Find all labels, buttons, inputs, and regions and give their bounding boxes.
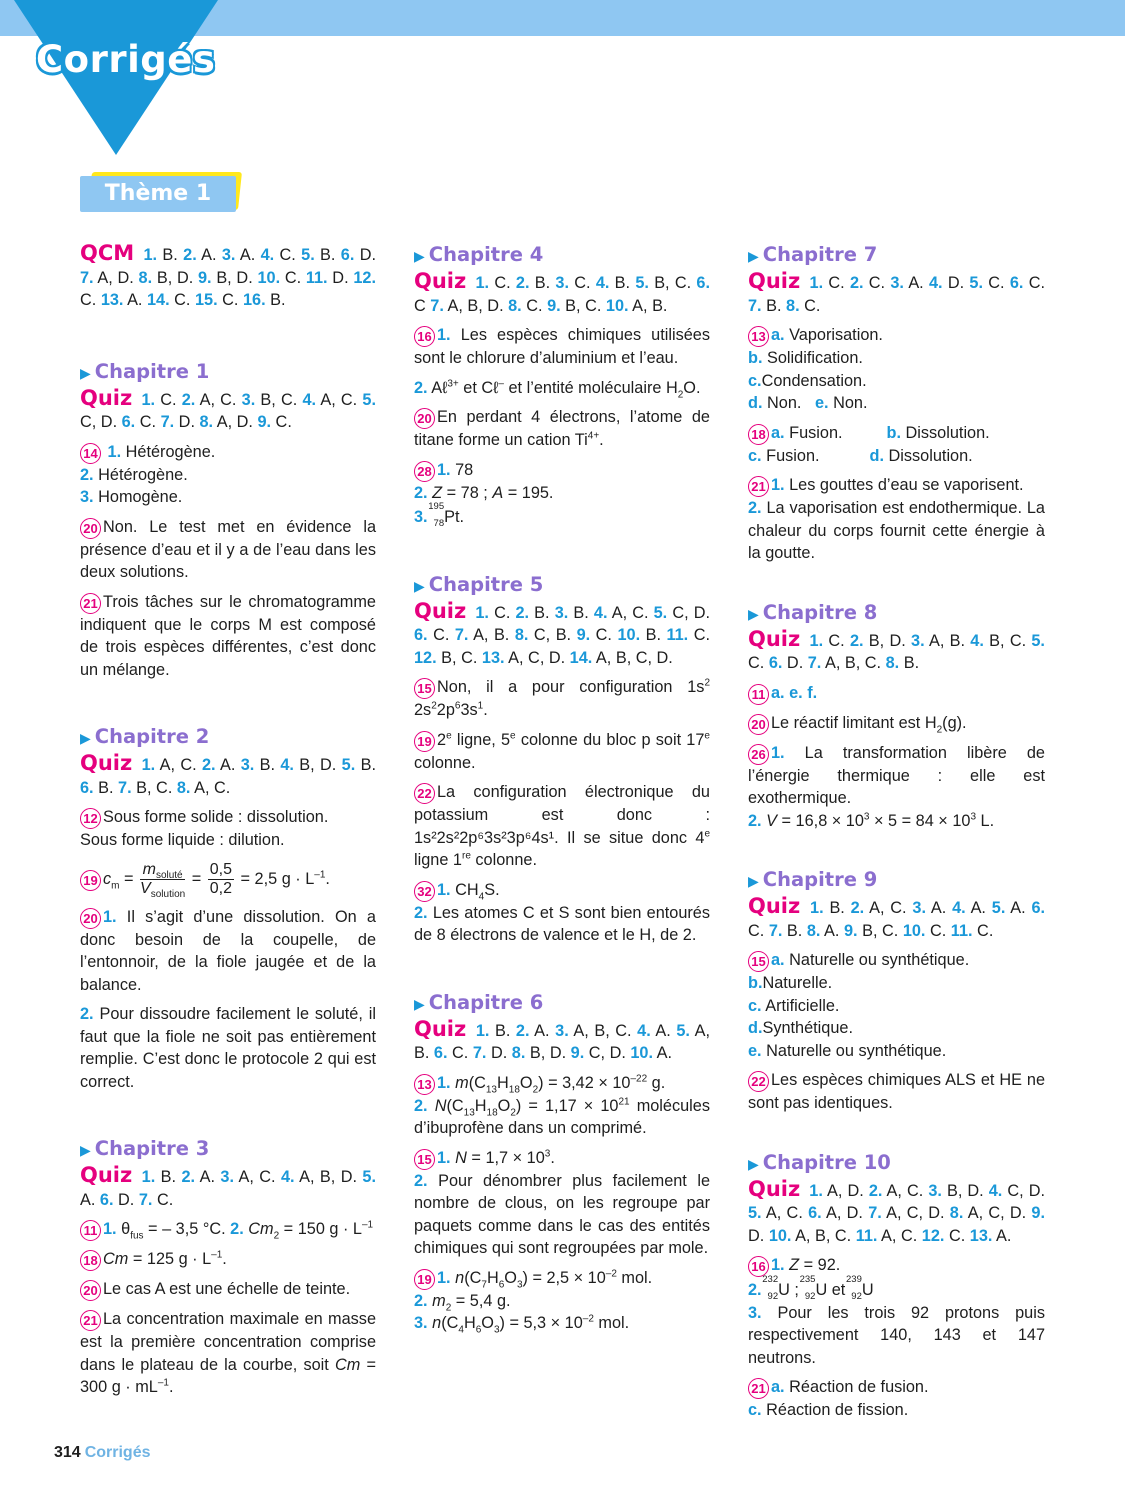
ch10-quiz: Quiz 1. A, D. 2. A, C. 3. B, D. 4. C, D. 5. A, C. 6. A, D. 7. A, C, D. 8. A, C, D. 9. D. 10. A, B, C. 11. A, C. 12. C. 13. A. xyxy=(748,1176,1045,1245)
ch1-ex21: 21 Trois tâches sur le chromatogramme indiquent que le corps M est composé de trois espèces différentes, c’est donc un mélange. xyxy=(80,592,376,679)
chapter-6-heading: ▶ Chapitre 6 xyxy=(414,990,544,1014)
ch7-quiz: Quiz 1. C. 2. C. 3. A. 4. D. 5. C. 6. C. 7. B. 8. C. xyxy=(748,269,1045,315)
ch8-quiz: Quiz 1. C. 2. B, D. 3. A, B. 4. B, C. 5. C. 6. D. 7. A, B, C. 8. B. xyxy=(748,626,1045,672)
chapter-5-heading: ▶ Chapitre 5 xyxy=(414,572,544,596)
ch3-ex11: 11 1. $\theta_{fus}$ = – 3,5 °C. 2. $Cm_2 = 150$ $g \cdot L^{-1}$ xyxy=(80,1218,376,1241)
ch9-ex15: 15 a. Naturelle ou synthétique. b.Naturelle. c. Artificielle. d.Synthétique. e. Naturelle ou synthétique. xyxy=(748,951,970,1060)
ch5-quiz: Quiz 1. C. 2. B. 3. B. 4. A, C. 5. C, D. 6. C. 7. A, B. 8. C, B. 9. C. 10. B. 11. C. 12. B, C. 13. A, C, D. 14. A, B, C, D. xyxy=(414,598,710,667)
theme-label xyxy=(80,176,238,212)
qcm-label: QCM xyxy=(80,241,135,265)
column-2 xyxy=(414,242,710,1342)
theme-text: Thème 1 xyxy=(80,176,236,212)
ch5-ex15: 15 Non, il a pour configuration $1s^2$ $2s^22p^63s^1$. xyxy=(414,677,710,719)
ch8-ex11: 11 a. e. f. xyxy=(748,682,1045,705)
ch3-ex21: 21 La concentration maximale en masse est la première concentration comprise dans le plateau de la courbe, soit Cm = 300 $g \cdot mL^{-1}$. xyxy=(80,1310,376,1396)
chapter-7-heading: ▶ Chapitre 7 xyxy=(748,243,878,266)
ch7-ex13: 13 a. Vaporisation. b. Solidification. c.Condensation. d. Non. e. Non. xyxy=(748,326,883,412)
ch7-ex21: 21 1. Les gouttes d’eau se vaporisent. 2. La vaporisation est endothermique. La chaleur du corps fournit cette énergie à la goutte. xyxy=(748,476,1045,562)
chapter-8-heading: ▶ Chapitre 8 xyxy=(748,600,878,624)
ch1-quiz: Quiz 1. C. 2. A, C. 3. B, C. 4. A, C. 5. C, D. 6. C. 7. D. 8. A, D. 9. C. xyxy=(80,385,376,431)
ch6-quiz: Quiz 1. B. 2. A. 3. A, B, C. 4. A. 5. A, B. 6. C. 7. D. 8. B, D. 9. C, D. 10. A. xyxy=(414,1016,711,1062)
ch3-quiz: Quiz 1. B. 2. A. 3. A, C. 4. A, B, D. 5. A. 6. D. 7. C. xyxy=(80,1163,376,1209)
ch6-ex19: 19 1. $n(C_7H_6O_3) = 2,5 \times 10^{-2}$ mol. 2. $m_2 = 5,4$ g. 3. $n(C_4H_6O_3) = 5,3 \times 10^{-2}$ mol. xyxy=(414,1268,653,1336)
chapter-9-heading: ▶ Chapitre 9 xyxy=(748,868,878,891)
ch5-ex32: 32 1. $CH_4S$. 2. Les atomes C et S sont bien entourés de 8 électrons de valence et le H, de 2. xyxy=(414,880,711,944)
exercise-14-icon: 14 xyxy=(80,443,101,464)
ch8-ex20: 20 Le réactif limitant est $H_2(g)$. xyxy=(748,712,1045,735)
ch10-ex21: 21 a. Réaction de fusion. c. Réaction de fission. xyxy=(748,1378,929,1419)
ch4-ex16-2: 2. Aℓ$^{3+}$ et Cℓ– et l’entité moléculaire $H_2O$. xyxy=(414,378,701,400)
ch9-quiz: Quiz 1. B. 2. A, C. 3. A. 4. A. 5. A. 6. C. 7. B. 8. A. 9. B, C. 10. C. 11. C. xyxy=(748,894,1046,940)
chapter-1-heading: ▶ Chapitre 1 xyxy=(80,359,210,383)
column-1 xyxy=(80,242,376,1406)
arrow-icon: ▶ xyxy=(80,365,91,382)
ch3-ex20: 20 Le cas A est une échelle de teinte. xyxy=(80,1278,376,1301)
ch4-ex28: 28 1. 78 2. Z = 78 ; A = 195. 3. 195 78 Pt. xyxy=(414,460,554,529)
ch4-ex16-1: 16 1. Les espèces chimiques utilisées sont le chlorure d’aluminium et l’eau. xyxy=(414,326,710,367)
chapter-2-heading: ▶ Chapitre 2 xyxy=(80,725,210,748)
page-footer xyxy=(54,1444,151,1462)
ch4-quiz: Quiz 1. C. 2. B. 3. C. 4. B. 5. B, C. 6. C 7. A, B, D. 8. C. 9. B, C. 10. A, B. xyxy=(414,269,710,315)
footer-label: Corrigés xyxy=(84,1444,151,1461)
ch2-ex19: 19 $c_m$ = $\frac{m_{soluté}}{V_{solution}}$ = $\frac{0,5}{0,2}$ = 2,5 $g \cdot L^{-1}$. xyxy=(80,859,376,899)
chapter-4-heading: ▶ Chapitre 4 xyxy=(414,243,544,266)
ch6-ex15: 15 1. $N = 1,7 \times 10^3$. 2. Pour dénombrer plus facilement le nombre de clous, on les regroupe par paquets comme dans le cas des entités chimiques qui sont regroupées par mole. xyxy=(414,1148,710,1257)
ch4-ex20: 20 En perdant 4 électrons, l’atome de titane forme un cation $Ti^{4+}$. xyxy=(414,408,710,449)
chapter-10-heading: ▶ Chapitre 10 xyxy=(748,1150,891,1174)
ch3-ex18: 18 Cm = 125 $g \cdot L^{-1}$. xyxy=(80,1248,376,1271)
ch6-ex13: 13 1. $m(C_{13}H_{18}O_2) = 3,42 \times 10^{-22}$ g. 2. $N(C_{13}H_{18}O_2) = 1,17 \times 10^{21}$ molécules d’ibuprofène dans un comprimé. xyxy=(414,1073,710,1137)
ch2-ex20-1: 20 1. Il s’agit d’une dissolution. On a donc besoin de la coupelle, de l’entonnoir, de la fiole jaugée et de la balance. xyxy=(80,907,376,994)
ch7-ex18: 18 a. Fusion. b. Dissolution. c. Fusion. d. Dissolution. xyxy=(748,423,990,465)
ch2-quiz: Quiz 1. A, C. 2. A. 3. B. 4. B, D. 5. B. 6. B. 7. B, C. 8. A, C. xyxy=(80,751,376,797)
ch9-ex22: 22 Les espèces chimiques ALS et HE ne sont pas identiques. xyxy=(748,1071,1045,1112)
ch1-ex14: 14 1. Hétérogène. 2. Hétérogène. 3. Homogène. xyxy=(80,442,216,506)
page-title: Corrigés xyxy=(36,38,216,81)
chapter-3-heading: ▶ Chapitre 3 xyxy=(80,1137,210,1160)
page-number: 314 xyxy=(54,1444,81,1461)
ch8-ex26: 26 1. La transformation libère de l’énergie thermique : elle est exothermique. 2. $V = 16,8 \times 10^3 \times 5 = 84 \times 10^3$ L. xyxy=(748,743,1045,830)
ch2-ex20-2: 2. Pour dissoudre facilement le soluté, il faut que la fiole ne soit pas entièrement remplie. C’est donc le protocole 2 qui est correct. xyxy=(80,1005,376,1091)
column-3 xyxy=(748,242,1045,1429)
ch5-ex19: 19 2e ligne, 5e colonne du bloc p soit 17e colonne. xyxy=(414,730,710,772)
ch1-ex20: 20 Non. Le test met en évidence la présence d’eau et il y a de l’eau dans les deux solutions. xyxy=(80,517,376,581)
qcm-answers: QCM 1. B. 2. A. 3. A. 4. C. 5. B. 6. D. 7. A, D. 8. B, D. 9. B, D. 10. C. 11. D. 12. C. 13. A. 14. C. 15. C. 16. B. xyxy=(80,241,376,309)
ch10-ex16: 16 1. Z = 92. 2. 232 92 U ; 235 92 U et 239 92 U 3. Pour les trois 92 protons puis respectivement 140, 143 et 147 neutrons. xyxy=(748,1256,1045,1367)
ch5-ex22: 22 La configuration électronique du potassium est donc : 1s²2s²2p⁶3s²3p⁶4s¹. Il se situe donc 4e ligne 1re colonne. xyxy=(414,783,710,869)
ch2-ex12: 12 Sous forme solide : dissolution. Sous forme liquide : dilution. xyxy=(80,808,329,849)
